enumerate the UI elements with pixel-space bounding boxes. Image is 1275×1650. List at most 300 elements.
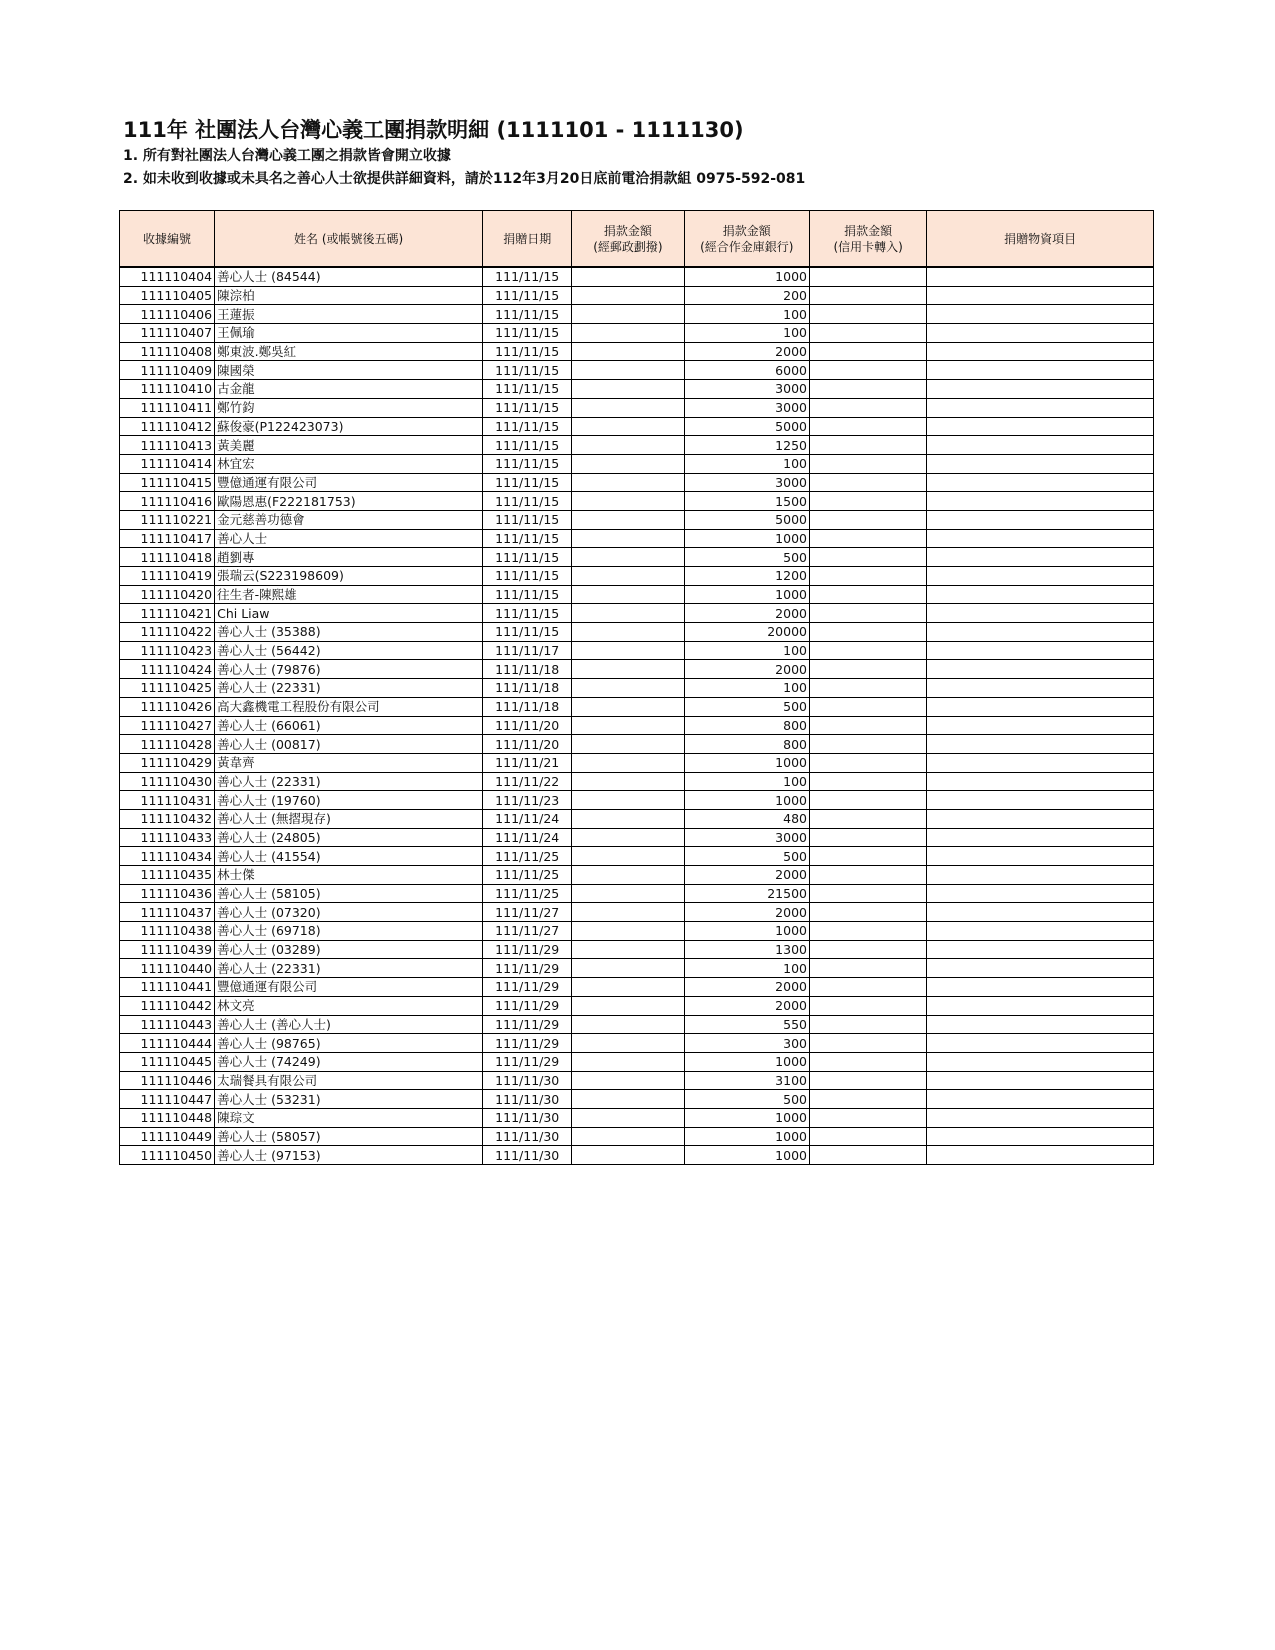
postal-amount-cell bbox=[572, 641, 684, 660]
credit-amount-cell bbox=[809, 380, 926, 399]
header-coop-line1: 捐款金額 bbox=[722, 223, 771, 238]
donor-name-cell: 善心人士 (22331) bbox=[215, 959, 483, 978]
donation-date-cell: 111/11/15 bbox=[483, 473, 572, 492]
header-receipt-no: 收據編號 bbox=[120, 211, 215, 268]
donor-name-cell: 善心人士 (24805) bbox=[215, 828, 483, 847]
donation-date-cell: 111/11/29 bbox=[483, 940, 572, 959]
receipt-no-cell: 111110414 bbox=[120, 454, 215, 473]
credit-amount-cell bbox=[809, 996, 926, 1015]
coop-amount-cell: 1000 bbox=[684, 267, 809, 286]
goods-cell bbox=[927, 529, 1154, 548]
goods-cell bbox=[927, 361, 1154, 380]
goods-cell bbox=[927, 492, 1154, 511]
postal-amount-cell bbox=[572, 286, 684, 305]
donation-date-cell: 111/11/29 bbox=[483, 1034, 572, 1053]
table-row bbox=[120, 1090, 1154, 1109]
goods-cell bbox=[927, 286, 1154, 305]
receipt-no-cell: 111110413 bbox=[120, 436, 215, 455]
donation-date-cell: 111/11/25 bbox=[483, 884, 572, 903]
receipt-no-cell: 111110435 bbox=[120, 866, 215, 885]
donor-name-cell: 善心人士 (98765) bbox=[215, 1034, 483, 1053]
table-row bbox=[120, 492, 1154, 511]
receipt-no-cell: 111110410 bbox=[120, 380, 215, 399]
donor-name-cell: 善心人士 (35388) bbox=[215, 623, 483, 642]
header-credit-line1: 捐款金額 bbox=[844, 223, 893, 238]
credit-amount-cell bbox=[809, 567, 926, 586]
postal-amount-cell bbox=[572, 585, 684, 604]
postal-amount-cell bbox=[572, 623, 684, 642]
receipt-no-cell: 111110405 bbox=[120, 286, 215, 305]
donation-date-cell: 111/11/15 bbox=[483, 305, 572, 324]
receipt-no-cell: 111110437 bbox=[120, 903, 215, 922]
table-row bbox=[120, 922, 1154, 941]
coop-amount-cell: 1000 bbox=[684, 1127, 809, 1146]
donor-name-cell: 善心人士 (53231) bbox=[215, 1090, 483, 1109]
goods-cell bbox=[927, 267, 1154, 286]
postal-amount-cell bbox=[572, 884, 684, 903]
receipt-no-cell: 111110432 bbox=[120, 809, 215, 828]
credit-amount-cell bbox=[809, 978, 926, 997]
postal-amount-cell bbox=[572, 847, 684, 866]
receipt-no-cell: 111110412 bbox=[120, 417, 215, 436]
table-row bbox=[120, 847, 1154, 866]
coop-amount-cell: 100 bbox=[684, 641, 809, 660]
credit-amount-cell bbox=[809, 623, 926, 642]
postal-amount-cell bbox=[572, 492, 684, 511]
table-row bbox=[120, 342, 1154, 361]
postal-amount-cell bbox=[572, 922, 684, 941]
postal-amount-cell bbox=[572, 903, 684, 922]
table-row bbox=[120, 978, 1154, 997]
postal-amount-cell bbox=[572, 660, 684, 679]
credit-amount-cell bbox=[809, 828, 926, 847]
coop-amount-cell: 500 bbox=[684, 1090, 809, 1109]
goods-cell bbox=[927, 753, 1154, 772]
receipt-no-cell: 111110444 bbox=[120, 1034, 215, 1053]
coop-amount-cell: 3100 bbox=[684, 1071, 809, 1090]
goods-cell bbox=[927, 847, 1154, 866]
coop-amount-cell: 3000 bbox=[684, 380, 809, 399]
table-row bbox=[120, 660, 1154, 679]
coop-amount-cell: 100 bbox=[684, 324, 809, 343]
receipt-no-cell: 111110409 bbox=[120, 361, 215, 380]
goods-cell bbox=[927, 473, 1154, 492]
donor-name-cell: 王蓮振 bbox=[215, 305, 483, 324]
receipt-no-cell: 111110441 bbox=[120, 978, 215, 997]
postal-amount-cell bbox=[572, 1146, 684, 1165]
donation-date-cell: 111/11/30 bbox=[483, 1090, 572, 1109]
receipt-no-cell: 111110404 bbox=[120, 267, 215, 286]
goods-cell bbox=[927, 1071, 1154, 1090]
postal-amount-cell bbox=[572, 324, 684, 343]
table-row bbox=[120, 791, 1154, 810]
postal-amount-cell bbox=[572, 436, 684, 455]
postal-amount-cell bbox=[572, 809, 684, 828]
receipt-no-cell: 111110442 bbox=[120, 996, 215, 1015]
credit-amount-cell bbox=[809, 1090, 926, 1109]
coop-amount-cell: 1000 bbox=[684, 791, 809, 810]
table-row bbox=[120, 585, 1154, 604]
table-row bbox=[120, 828, 1154, 847]
credit-amount-cell bbox=[809, 716, 926, 735]
table-row bbox=[120, 753, 1154, 772]
goods-cell bbox=[927, 996, 1154, 1015]
table-row bbox=[120, 716, 1154, 735]
credit-amount-cell bbox=[809, 398, 926, 417]
donation-date-cell: 111/11/15 bbox=[483, 548, 572, 567]
table-row bbox=[120, 772, 1154, 791]
credit-amount-cell bbox=[809, 903, 926, 922]
goods-cell bbox=[927, 623, 1154, 642]
goods-cell bbox=[927, 1146, 1154, 1165]
credit-amount-cell bbox=[809, 679, 926, 698]
donation-date-cell: 111/11/15 bbox=[483, 623, 572, 642]
table-row bbox=[120, 697, 1154, 716]
coop-amount-cell: 1000 bbox=[684, 1052, 809, 1071]
donation-date-cell: 111/11/20 bbox=[483, 716, 572, 735]
postal-amount-cell bbox=[572, 959, 684, 978]
donation-date-cell: 111/11/29 bbox=[483, 978, 572, 997]
credit-amount-cell bbox=[809, 753, 926, 772]
postal-amount-cell bbox=[572, 1090, 684, 1109]
table-row bbox=[120, 866, 1154, 885]
credit-amount-cell bbox=[809, 361, 926, 380]
postal-amount-cell bbox=[572, 940, 684, 959]
postal-amount-cell bbox=[572, 978, 684, 997]
goods-cell bbox=[927, 903, 1154, 922]
table-row bbox=[120, 398, 1154, 417]
coop-amount-cell: 2000 bbox=[684, 660, 809, 679]
donor-name-cell: 善心人士 (00817) bbox=[215, 735, 483, 754]
receipt-no-cell: 111110417 bbox=[120, 529, 215, 548]
credit-amount-cell bbox=[809, 267, 926, 286]
table-row bbox=[120, 361, 1154, 380]
postal-amount-cell bbox=[572, 1127, 684, 1146]
coop-amount-cell: 20000 bbox=[684, 623, 809, 642]
receipt-no-cell: 111110425 bbox=[120, 679, 215, 698]
credit-amount-cell bbox=[809, 286, 926, 305]
credit-amount-cell bbox=[809, 585, 926, 604]
header-postal-amount bbox=[572, 211, 684, 268]
postal-amount-cell bbox=[572, 380, 684, 399]
goods-cell bbox=[927, 604, 1154, 623]
note-contact-info: 2. 如未收到收據或未具名之善心人士欲提供詳細資料，請於112年3月20日底前電洽捐款組 0975-592-081 bbox=[123, 171, 806, 187]
donation-date-cell: 111/11/15 bbox=[483, 529, 572, 548]
goods-cell bbox=[927, 828, 1154, 847]
donor-name-cell: 王佩瑜 bbox=[215, 324, 483, 343]
coop-amount-cell: 200 bbox=[684, 286, 809, 305]
donation-date-cell: 111/11/15 bbox=[483, 510, 572, 529]
donor-name-cell: 林文亮 bbox=[215, 996, 483, 1015]
table-row bbox=[120, 548, 1154, 567]
receipt-no-cell: 111110408 bbox=[120, 342, 215, 361]
donation-date-cell: 111/11/15 bbox=[483, 604, 572, 623]
donation-date-cell: 111/11/18 bbox=[483, 660, 572, 679]
table-row bbox=[120, 529, 1154, 548]
donor-name-cell: 黃美麗 bbox=[215, 436, 483, 455]
receipt-no-cell: 111110423 bbox=[120, 641, 215, 660]
donation-date-cell: 111/11/27 bbox=[483, 903, 572, 922]
credit-amount-cell bbox=[809, 1071, 926, 1090]
receipt-no-cell: 111110449 bbox=[120, 1127, 215, 1146]
postal-amount-cell bbox=[572, 473, 684, 492]
donor-name-cell: 陳國榮 bbox=[215, 361, 483, 380]
donation-date-cell: 111/11/20 bbox=[483, 735, 572, 754]
table-row bbox=[120, 809, 1154, 828]
donation-date-cell: 111/11/23 bbox=[483, 791, 572, 810]
page-title: 111年 社團法人台灣心義工團捐款明細 (1111101 - 1111130) bbox=[123, 118, 744, 142]
donation-date-cell: 111/11/24 bbox=[483, 828, 572, 847]
coop-amount-cell: 100 bbox=[684, 454, 809, 473]
receipt-no-cell: 111110436 bbox=[120, 884, 215, 903]
goods-cell bbox=[927, 1127, 1154, 1146]
credit-amount-cell bbox=[809, 342, 926, 361]
donation-rows bbox=[120, 267, 1154, 1165]
donation-date-cell: 111/11/24 bbox=[483, 809, 572, 828]
coop-amount-cell: 1000 bbox=[684, 1146, 809, 1165]
donor-name-cell: 太瑞餐具有限公司 bbox=[215, 1071, 483, 1090]
credit-amount-cell bbox=[809, 417, 926, 436]
donor-name-cell: 善心人士 (69718) bbox=[215, 922, 483, 941]
coop-amount-cell: 300 bbox=[684, 1034, 809, 1053]
table-row bbox=[120, 940, 1154, 959]
table-row bbox=[120, 1127, 1154, 1146]
donor-name-cell: 豐億通運有限公司 bbox=[215, 978, 483, 997]
coop-amount-cell: 500 bbox=[684, 847, 809, 866]
postal-amount-cell bbox=[572, 305, 684, 324]
donation-date-cell: 111/11/30 bbox=[483, 1071, 572, 1090]
coop-amount-cell: 5000 bbox=[684, 510, 809, 529]
donor-name-cell: 善心人士 (善心人士) bbox=[215, 1015, 483, 1034]
donor-name-cell: 善心人士 (22331) bbox=[215, 772, 483, 791]
receipt-no-cell: 111110415 bbox=[120, 473, 215, 492]
donation-date-cell: 111/11/27 bbox=[483, 922, 572, 941]
credit-amount-cell bbox=[809, 1034, 926, 1053]
goods-cell bbox=[927, 398, 1154, 417]
coop-amount-cell: 1000 bbox=[684, 529, 809, 548]
postal-amount-cell bbox=[572, 267, 684, 286]
receipt-no-cell: 111110422 bbox=[120, 623, 215, 642]
receipt-no-cell: 111110439 bbox=[120, 940, 215, 959]
receipt-no-cell: 111110438 bbox=[120, 922, 215, 941]
donation-date-cell: 111/11/15 bbox=[483, 361, 572, 380]
header-coop-amount bbox=[684, 211, 809, 268]
coop-amount-cell: 800 bbox=[684, 716, 809, 735]
donor-name-cell: 善心人士 bbox=[215, 529, 483, 548]
credit-amount-cell bbox=[809, 1052, 926, 1071]
coop-amount-cell: 500 bbox=[684, 697, 809, 716]
receipt-no-cell: 111110426 bbox=[120, 697, 215, 716]
donation-date-cell: 111/11/22 bbox=[483, 772, 572, 791]
coop-amount-cell: 1500 bbox=[684, 492, 809, 511]
coop-amount-cell: 3000 bbox=[684, 828, 809, 847]
goods-cell bbox=[927, 510, 1154, 529]
donation-date-cell: 111/11/15 bbox=[483, 324, 572, 343]
table-row bbox=[120, 324, 1154, 343]
table-header-row bbox=[120, 211, 1154, 268]
postal-amount-cell bbox=[572, 679, 684, 698]
receipt-no-cell: 111110427 bbox=[120, 716, 215, 735]
coop-amount-cell: 480 bbox=[684, 809, 809, 828]
credit-amount-cell bbox=[809, 1127, 926, 1146]
header-postal-line1: 捐款金額 bbox=[603, 223, 652, 238]
donor-name-cell: 古金龍 bbox=[215, 380, 483, 399]
coop-amount-cell: 1000 bbox=[684, 1108, 809, 1127]
table-row bbox=[120, 623, 1154, 642]
goods-cell bbox=[927, 735, 1154, 754]
receipt-no-cell: 111110416 bbox=[120, 492, 215, 511]
table-row bbox=[120, 267, 1154, 286]
goods-cell bbox=[927, 1015, 1154, 1034]
donation-date-cell: 111/11/15 bbox=[483, 585, 572, 604]
receipt-no-cell: 111110424 bbox=[120, 660, 215, 679]
donor-name-cell: 善心人士 (79876) bbox=[215, 660, 483, 679]
coop-amount-cell: 2000 bbox=[684, 866, 809, 885]
postal-amount-cell bbox=[572, 417, 684, 436]
table-row bbox=[120, 380, 1154, 399]
table-row bbox=[120, 417, 1154, 436]
donor-name-cell: 善心人士 (22331) bbox=[215, 679, 483, 698]
table-row bbox=[120, 286, 1154, 305]
goods-cell bbox=[927, 959, 1154, 978]
header-goods: 捐贈物資項目 bbox=[927, 211, 1154, 268]
credit-amount-cell bbox=[809, 772, 926, 791]
donor-name-cell: 善心人士 (19760) bbox=[215, 791, 483, 810]
header-name: 姓名 (或帳號後五碼) bbox=[215, 211, 483, 268]
credit-amount-cell bbox=[809, 1146, 926, 1165]
donation-date-cell: 111/11/18 bbox=[483, 697, 572, 716]
goods-cell bbox=[927, 436, 1154, 455]
donation-date-cell: 111/11/29 bbox=[483, 1015, 572, 1034]
donation-date-cell: 111/11/25 bbox=[483, 847, 572, 866]
credit-amount-cell bbox=[809, 884, 926, 903]
goods-cell bbox=[927, 791, 1154, 810]
credit-amount-cell bbox=[809, 847, 926, 866]
coop-amount-cell: 6000 bbox=[684, 361, 809, 380]
coop-amount-cell: 1000 bbox=[684, 922, 809, 941]
postal-amount-cell bbox=[572, 1052, 684, 1071]
coop-amount-cell: 100 bbox=[684, 959, 809, 978]
receipt-no-cell: 111110445 bbox=[120, 1052, 215, 1071]
donation-date-cell: 111/11/21 bbox=[483, 753, 572, 772]
goods-cell bbox=[927, 380, 1154, 399]
credit-amount-cell bbox=[809, 436, 926, 455]
credit-amount-cell bbox=[809, 735, 926, 754]
coop-amount-cell: 550 bbox=[684, 1015, 809, 1034]
receipt-no-cell: 111110447 bbox=[120, 1090, 215, 1109]
donor-name-cell: 善心人士 (66061) bbox=[215, 716, 483, 735]
credit-amount-cell bbox=[809, 548, 926, 567]
table-row bbox=[120, 1015, 1154, 1034]
donor-name-cell: 善心人士 (97153) bbox=[215, 1146, 483, 1165]
credit-amount-cell bbox=[809, 1108, 926, 1127]
postal-amount-cell bbox=[572, 604, 684, 623]
donation-date-cell: 111/11/29 bbox=[483, 959, 572, 978]
donation-date-cell: 111/11/15 bbox=[483, 567, 572, 586]
receipt-no-cell: 111110450 bbox=[120, 1146, 215, 1165]
donor-name-cell: 善心人士 (58105) bbox=[215, 884, 483, 903]
donor-name-cell: 善心人士 (07320) bbox=[215, 903, 483, 922]
receipt-no-cell: 111110446 bbox=[120, 1071, 215, 1090]
coop-amount-cell: 2000 bbox=[684, 996, 809, 1015]
receipt-no-cell: 111110407 bbox=[120, 324, 215, 343]
coop-amount-cell: 2000 bbox=[684, 342, 809, 361]
postal-amount-cell bbox=[572, 735, 684, 754]
donor-name-cell: 善心人士 (56442) bbox=[215, 641, 483, 660]
donation-date-cell: 111/11/30 bbox=[483, 1108, 572, 1127]
credit-amount-cell bbox=[809, 305, 926, 324]
donation-date-cell: 111/11/15 bbox=[483, 454, 572, 473]
coop-amount-cell: 1000 bbox=[684, 753, 809, 772]
coop-amount-cell: 2000 bbox=[684, 903, 809, 922]
goods-cell bbox=[927, 1052, 1154, 1071]
donor-name-cell: 陳淙柏 bbox=[215, 286, 483, 305]
receipt-no-cell: 111110411 bbox=[120, 398, 215, 417]
receipt-no-cell: 111110421 bbox=[120, 604, 215, 623]
goods-cell bbox=[927, 660, 1154, 679]
credit-amount-cell bbox=[809, 660, 926, 679]
postal-amount-cell bbox=[572, 753, 684, 772]
postal-amount-cell bbox=[572, 398, 684, 417]
donation-date-cell: 111/11/15 bbox=[483, 267, 572, 286]
postal-amount-cell bbox=[572, 866, 684, 885]
header-credit-line2: (信用卡轉入) bbox=[833, 239, 903, 254]
postal-amount-cell bbox=[572, 772, 684, 791]
donation-date-cell: 111/11/29 bbox=[483, 1052, 572, 1071]
donation-date-cell: 111/11/29 bbox=[483, 996, 572, 1015]
goods-cell bbox=[927, 567, 1154, 586]
coop-amount-cell: 5000 bbox=[684, 417, 809, 436]
table-row bbox=[120, 454, 1154, 473]
goods-cell bbox=[927, 342, 1154, 361]
coop-amount-cell: 1000 bbox=[684, 585, 809, 604]
credit-amount-cell bbox=[809, 922, 926, 941]
receipt-no-cell: 111110433 bbox=[120, 828, 215, 847]
donor-name-cell: 金元慈善功德會 bbox=[215, 510, 483, 529]
goods-cell bbox=[927, 697, 1154, 716]
postal-amount-cell bbox=[572, 716, 684, 735]
donation-date-cell: 111/11/15 bbox=[483, 492, 572, 511]
donation-date-cell: 111/11/15 bbox=[483, 380, 572, 399]
credit-amount-cell bbox=[809, 604, 926, 623]
postal-amount-cell bbox=[572, 1034, 684, 1053]
donor-name-cell: 善心人士 (58057) bbox=[215, 1127, 483, 1146]
table-row bbox=[120, 735, 1154, 754]
credit-amount-cell bbox=[809, 492, 926, 511]
table-row bbox=[120, 1034, 1154, 1053]
credit-amount-cell bbox=[809, 791, 926, 810]
coop-amount-cell: 800 bbox=[684, 735, 809, 754]
donation-date-cell: 111/11/30 bbox=[483, 1146, 572, 1165]
postal-amount-cell bbox=[572, 828, 684, 847]
postal-amount-cell bbox=[572, 1071, 684, 1090]
goods-cell bbox=[927, 324, 1154, 343]
donation-date-cell: 111/11/15 bbox=[483, 286, 572, 305]
coop-amount-cell: 2000 bbox=[684, 978, 809, 997]
credit-amount-cell bbox=[809, 866, 926, 885]
donor-name-cell: 黃韋齊 bbox=[215, 753, 483, 772]
donation-date-cell: 111/11/18 bbox=[483, 679, 572, 698]
coop-amount-cell: 100 bbox=[684, 679, 809, 698]
table-row bbox=[120, 1146, 1154, 1165]
credit-amount-cell bbox=[809, 940, 926, 959]
donor-name-cell: 林士傑 bbox=[215, 866, 483, 885]
postal-amount-cell bbox=[572, 996, 684, 1015]
postal-amount-cell bbox=[572, 548, 684, 567]
donor-name-cell: Chi Liaw bbox=[215, 604, 483, 623]
coop-amount-cell: 500 bbox=[684, 548, 809, 567]
donor-name-cell: 高大鑫機電工程股份有限公司 bbox=[215, 697, 483, 716]
